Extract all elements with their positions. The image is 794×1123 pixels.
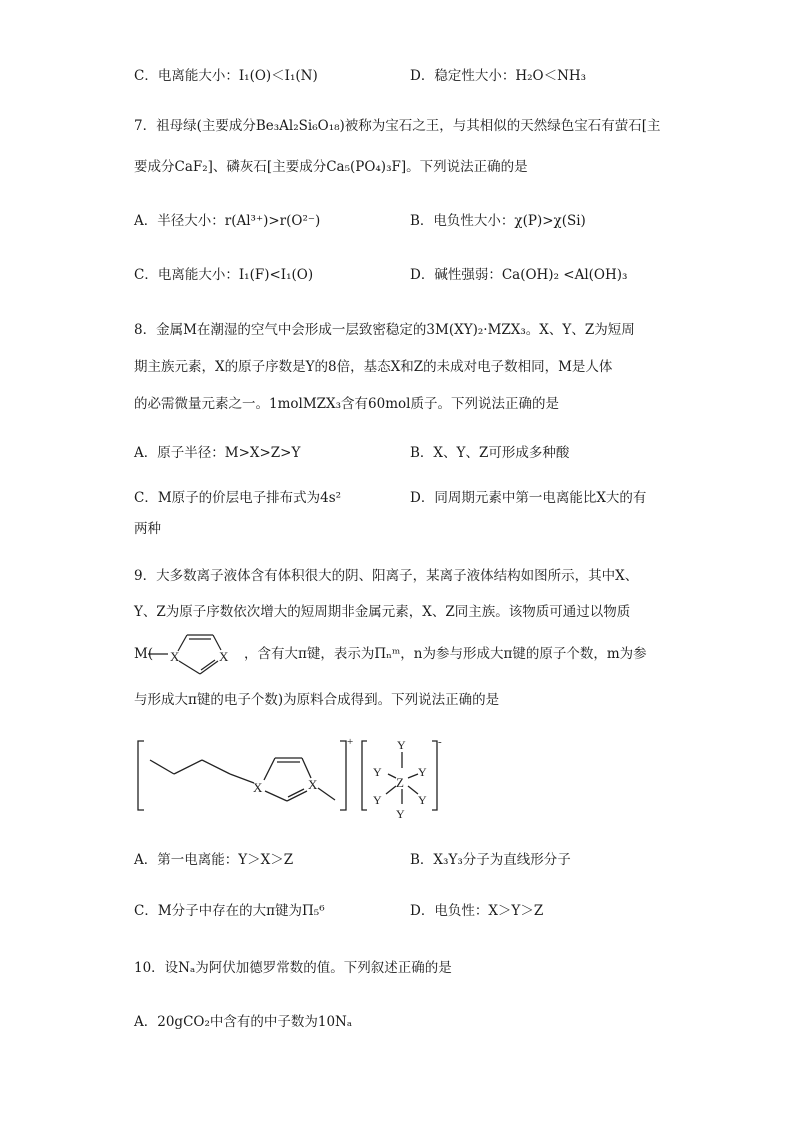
- anion-atom-y-left: Y: [373, 765, 382, 779]
- anion-atom-y-lower-right: Y: [418, 793, 427, 807]
- q9-stem-line1: 9．大多数离子液体含有体积很大的阴、阳离子，某离子液体结构如图所示，其中X、: [134, 568, 639, 584]
- cation-charge: +: [347, 736, 354, 748]
- q7-option-a: A．半径大小：r(Al³⁺)>r(O²⁻): [134, 213, 321, 229]
- q7-stem-line1: 7．祖母绿(主要成分Be₃Al₂Si₆O₁₈)被称为宝石之王，与其相似的天然绿色宝石有萤石[主: [134, 118, 661, 134]
- q8-stem-line2: 期主族元素，X的原子序数是Y的8倍，基态X和Z的未成对电子数相同，M是人体: [134, 359, 613, 375]
- anion-charge: -: [438, 736, 442, 748]
- q10-stem: 10．设Nₐ为阿伏加德罗常数的值。下列叙述正确的是: [134, 960, 452, 976]
- q8-stem-line1: 8．金属M在潮湿的空气中会形成一层致密稳定的3M(XY)₂·MZX₃。X、Y、Z为短周: [134, 322, 635, 338]
- q8-option-c: C．M原子的价层电子排布式为4s²: [134, 490, 342, 506]
- anion-atom-y-top: Y: [397, 738, 406, 752]
- q8-option-a: A．原子半径：M>X>Z>Y: [134, 445, 301, 461]
- anion-atom-y-right: Y: [418, 765, 427, 779]
- q8-option-b: B．X、Y、Z可形成多种酸: [410, 445, 570, 461]
- cation-atom-x2: X: [308, 777, 318, 792]
- q9-option-d: D．电负性：X＞Y＞Z: [410, 903, 544, 919]
- ring-atom-x1: X: [170, 649, 180, 664]
- q8-stem-line3: 的必需微量元素之一。1molMZX₃含有60mol质子。下列说法正确的是: [134, 396, 559, 412]
- ring-atom-x2: X: [219, 649, 229, 664]
- anion-atom-y-bottom: Y: [396, 807, 405, 821]
- molecule-m-structure: [148, 626, 248, 676]
- q8-option-d-cont: 两种: [134, 521, 161, 537]
- q7-option-b: B．电负性大小：χ(P)>χ(Si): [410, 213, 586, 229]
- q9-stem-line3-start: M(: [134, 646, 154, 662]
- q6-option-d: D．稳定性大小：H₂O＜NH₃: [410, 68, 587, 84]
- q9-option-c: C．M分子中存在的大π键为Π₅⁶: [134, 903, 325, 919]
- anion-atom-z: Z: [396, 775, 404, 790]
- q9-stem-line2: Y、Z为原子序数依次增大的短周期非金属元素，X、Z同主族。该物质可通过以物质: [134, 604, 631, 620]
- q8-option-d: D．同周期元素中第一电离能比X大的有: [410, 490, 647, 506]
- ionic-liquid-structure: [134, 738, 454, 828]
- q10-option-a: A．20gCO₂中含有的中子数为10Nₐ: [134, 1014, 353, 1030]
- q9-option-a: A．第一电离能：Y＞X＞Z: [134, 852, 294, 868]
- q9-stem-line4: 与形成大π键的电子个数)为原料合成得到。下列说法正确的是: [134, 692, 500, 708]
- q7-stem-line2: 要成分CaF₂]、磷灰石[主要成分Ca₅(PO₄)₃F]。下列说法正确的是: [134, 159, 528, 175]
- q9-option-b: B．X₃Y₃分子为直线形分子: [410, 852, 571, 868]
- q7-option-c: C．电离能大小：I₁(F)<I₁(O): [134, 267, 314, 283]
- q9-stem-line3-end: ，含有大π键，表示为Πₙᵐ，n为参与形成大π键的原子个数，m为参: [244, 646, 647, 662]
- q6-option-c: C．电离能大小：I₁(O)＜I₁(N): [134, 68, 318, 84]
- q7-option-d: D．碱性强弱：Ca(OH)₂ <Al(OH)₃: [410, 267, 628, 283]
- cation-atom-x1: X: [253, 780, 263, 795]
- anion-atom-y-lower-left: Y: [373, 793, 382, 807]
